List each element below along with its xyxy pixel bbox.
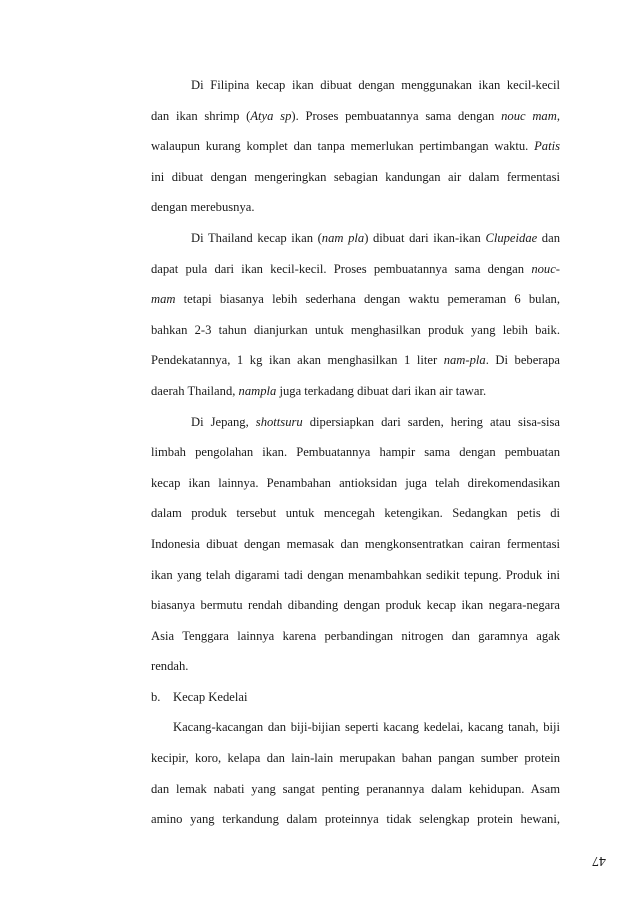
paragraph-thailand-line: Pendekatannya, 1 kg ikan akan menghasilkan 1 liter nam-pla. Di beberapa xyxy=(151,353,560,368)
paragraph-jepang-line: ikan yang telah digarami tadi dengan menambahkan sedikit tepung. Produk ini xyxy=(151,567,560,582)
paragraph-jepang-line: Asia Tenggara lainnya karena perbandingan nitrogen dan garamnya agak xyxy=(151,628,560,643)
paragraph-jepang-line: limbah pengolahan ikan. Pembuatannya hampir sama dengan pembuatan xyxy=(151,445,560,460)
paragraph-kedelai-line: Kacang-kacangan dan biji-bijian seperti kacang kedelai, kacang tanah, biji xyxy=(173,720,560,735)
section-heading xyxy=(151,682,560,713)
paragraph-jepang-line: dalam produk tersebut untuk mencegah ketengikan. Sedangkan petis di xyxy=(151,506,560,521)
paragraph-filipina-line: walaupun kurang komplet dan tanpa memerlukan pertimbangan waktu. Patis xyxy=(151,139,560,154)
paragraph-thailand-line: daerah Thailand, nampla juga terkadang dibuat dari ikan air tawar. xyxy=(151,383,487,398)
paragraph-filipina-line: dengan merebusnya. xyxy=(151,200,255,215)
section-heading-marker: b. xyxy=(151,689,161,704)
paragraph-filipina-line: ini dibuat dengan mengeringkan sebagian kandungan air dalam fermentasi xyxy=(151,169,560,184)
section-heading-text: Kecap Kedelai xyxy=(173,689,248,704)
paragraph-kedelai-line: dan lemak nabati yang sangat penting peranannya dalam kehidupan. Asam xyxy=(151,781,560,796)
paragraph-kedelai-line: kecipir, koro, kelapa dan lain-lain merupakan bahan pangan sumber protein xyxy=(151,751,560,766)
paragraph-thailand-line: dapat pula dari ikan kecil-kecil. Proses pembuatannya sama dengan nouc- xyxy=(151,261,560,276)
paragraph-filipina-line: dan ikan shrimp (Atya sp). Proses pembuatannya sama dengan nouc mam, xyxy=(151,108,560,123)
paragraph-jepang-line: biasanya bermutu rendah dibanding dengan produk kecap ikan negara-negara xyxy=(151,598,560,613)
paragraph-thailand-line: bahkan 2-3 tahun dianjurkan untuk menghasilkan produk yang lebih baik. xyxy=(151,322,560,337)
paragraph-kedelai-line: amino yang terkandung dalam proteinnya tidak selengkap protein hewani, xyxy=(151,812,560,827)
paragraph-jepang-line: kecap ikan lainnya. Penambahan antioksidan juga telah direkomendasikan xyxy=(151,475,560,490)
paragraph-jepang-line: Indonesia dibuat dengan memasak dan mengkonsentratkan cairan fermentasi xyxy=(151,536,560,551)
body-text xyxy=(151,70,560,835)
paragraph-jepang-line: rendah. xyxy=(151,659,189,674)
paragraph-filipina-line: Di Filipina kecap ikan dibuat dengan menggunakan ikan kecil-kecil xyxy=(191,78,560,92)
paragraph-thailand-line: mam tetapi biasanya lebih sederhana dengan waktu pemeraman 6 bulan, xyxy=(151,292,560,307)
paragraph-thailand-line: Di Thailand kecap ikan (nam pla) dibuat dari ikan-ikan Clupeidae dan xyxy=(191,230,560,245)
page-number: 47 xyxy=(592,853,606,868)
paragraph-jepang-line: Di Jepang, shottsuru dipersiapkan dari sarden, hering atau sisa-sisa xyxy=(191,414,560,429)
